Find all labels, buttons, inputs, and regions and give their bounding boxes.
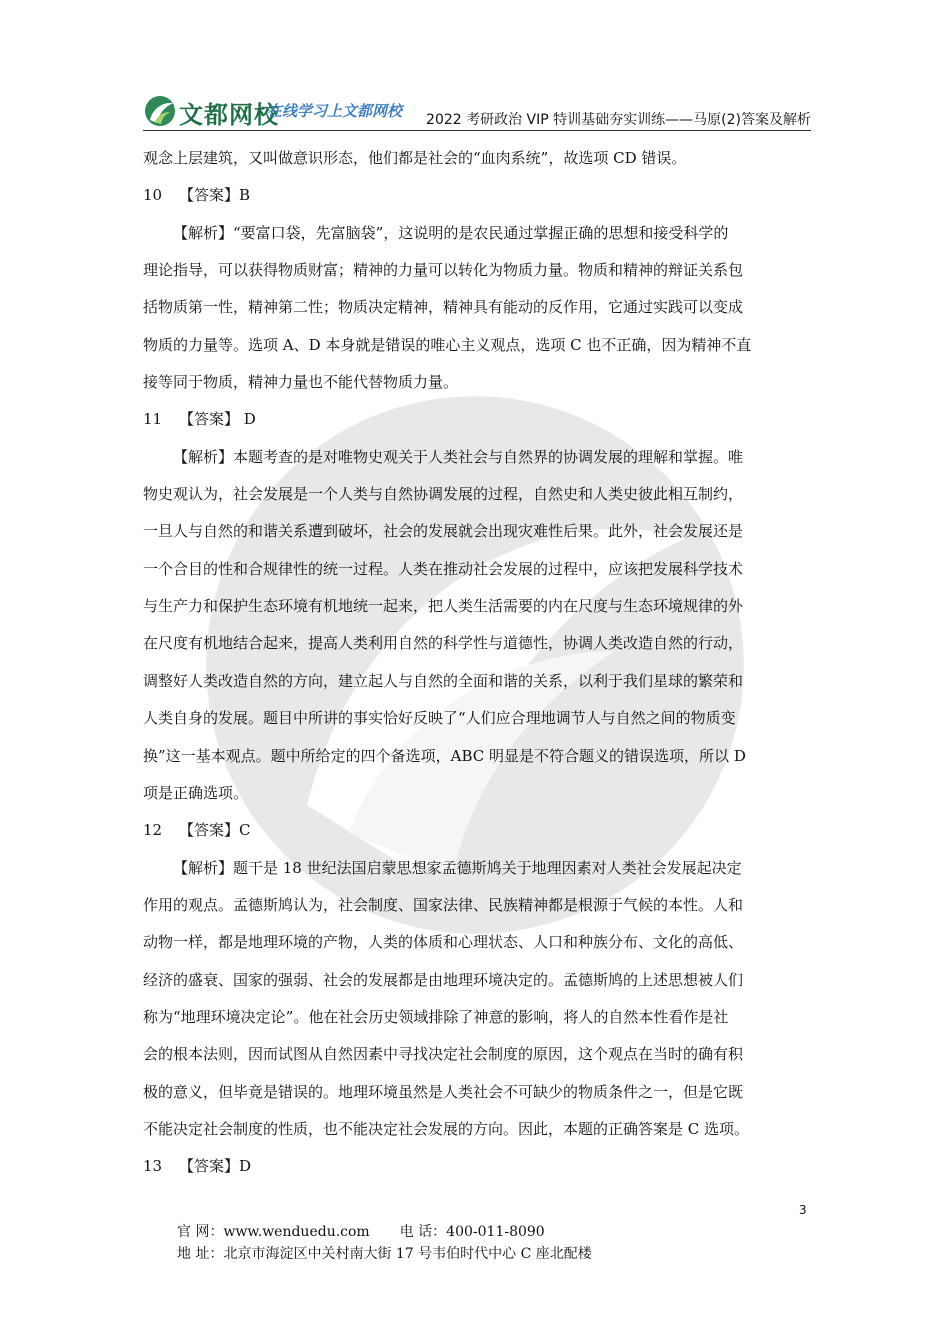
body-text-line: 理论指导，可以获得物质财富；精神的力量可以转化为物质力量。物质和精神的辩证关系包 <box>143 261 744 280</box>
slogan: 在线学习上文都网校 <box>267 102 403 120</box>
body-text-line: 称为“地理环境决定论”。他在社会历史领域排除了神意的影响，将人的自然本性看作是社 <box>143 1007 729 1026</box>
logo-text: 文都网校 <box>179 101 279 129</box>
body-text-line: 接等同于物质，精神力量也不能代替物质力量。 <box>143 373 459 392</box>
body-text-line: 与生产力和保护生态环境有机地统一起来，把人类生活需要的内在尺度与生态环境规律的外 <box>143 597 744 616</box>
answer-line <box>143 812 807 849</box>
document-title: 2022 考研政治 VIP 特训基础夯实训练——马原(2)答案及解析 <box>426 112 811 128</box>
footer-address: 地 址：北京市海淀区中关村南大街 17 号韦伯时代中心 C 座北配楼 <box>177 1246 592 1262</box>
wendu-logo-icon <box>143 94 177 128</box>
body-text-line: 一个合目的性和合规律性的统一过程。人类在推动社会发展的过程中，应该把发展科学技术 <box>143 559 744 578</box>
footer-website: 官 网：www.wenduedu.com <box>177 1224 370 1240</box>
body-text-line: 观念上层建筑，又叫做意识形态，他们都是社会的“血肉系统”，故选项 CD 错误。 <box>143 149 687 167</box>
body-text-line: 极的意义，但毕竟是错误的。地理环境虽然是人类社会不可缺少的物质条件之一，但是它既 <box>143 1082 744 1101</box>
header-divider <box>143 130 811 131</box>
question-number: 13 <box>143 1157 163 1176</box>
page-number: 3 <box>799 1203 807 1217</box>
answer-text: 【答案】D <box>179 1157 252 1176</box>
question-number: 12 <box>143 821 163 840</box>
page-header <box>143 92 811 132</box>
body-text-line: 不能决定社会制度的性质，也不能决定社会发展的方向。因此，本题的正确答案是 C 选项。 <box>143 1119 750 1138</box>
page-footer <box>177 1221 592 1265</box>
question-number: 11 <box>143 410 163 429</box>
question-number: 10 <box>143 186 163 205</box>
body-text-line: 作用的观点。孟德斯鸠认为，社会制度、国家法律、民族精神都是根源于气候的本性。人和 <box>143 895 744 914</box>
answer-line <box>143 1148 807 1185</box>
body-text-line: 换”这一基本观点。题中所给定的四个备选项，ABC 明显是不符合题义的错误选项，所以 D <box>143 746 746 765</box>
body-text-line: 调整好人类改造自然的方向，建立起人与自然的全面和谐的关系，以利于我们星球的繁荣和 <box>143 671 744 690</box>
document-body <box>143 140 807 1186</box>
body-text-line: 经济的盛衰、国家的强弱、社会的发展都是由地理环境决定的。孟德斯鸠的上述思想被人们 <box>143 970 744 989</box>
answer-text: 【答案】C <box>179 821 251 840</box>
answer-line <box>143 401 807 438</box>
body-text-line: 动物一样，都是地理环境的产物，人类的体质和心理状态、人口和种族分布、文化的高低、 <box>143 933 744 952</box>
answer-text: 【答案】 D <box>179 410 256 429</box>
body-text-line: 会的根本法则，因而试图从自然因素中寻找决定社会制度的原因，这个观点在当时的确有积 <box>143 1045 744 1064</box>
body-text-line: 项是正确选项。 <box>143 783 249 802</box>
answer-line <box>143 177 807 214</box>
body-text-line: 物质的力量等。选项 A、D 本身就是错误的唯心主义观点，选项 C 也不正确，因为精神不直 <box>143 335 752 354</box>
analysis-paragraph-start: 【解析】“要富口袋，先富脑袋”，这说明的是农民通过掌握正确的思想和接受科学的 <box>173 223 729 242</box>
analysis-paragraph-start: 【解析】题干是 18 世纪法国启蒙思想家孟德斯鸠关于地理因素对人类社会发展起决定 <box>173 858 742 877</box>
body-text-line: 一旦人与自然的和谐关系遭到破坏，社会的发展就会出现灾难性后果。此外，社会发展还是 <box>143 522 744 541</box>
footer-phone: 电 话：400-011-8090 <box>399 1224 545 1240</box>
body-text-line: 人类自身的发展。题目中所讲的事实恰好反映了“人们应合理地调节人与自然之间的物质变 <box>143 709 736 728</box>
analysis-paragraph-start: 【解析】本题考查的是对唯物史观关于人类社会与自然界的协调发展的理解和掌握。唯 <box>173 447 744 466</box>
body-text-line: 括物质第一性，精神第二性；物质决定精神，精神具有能动的反作用，它通过实践可以变成 <box>143 298 744 317</box>
body-text-line: 物史观认为，社会发展是一个人类与自然协调发展的过程，自然史和人类史彼此相互制约， <box>143 485 744 504</box>
body-text-line: 在尺度有机地结合起来，提高人类利用自然的科学性与道德性，协调人类改造自然的行动， <box>143 634 744 653</box>
answer-text: 【答案】B <box>179 186 251 205</box>
